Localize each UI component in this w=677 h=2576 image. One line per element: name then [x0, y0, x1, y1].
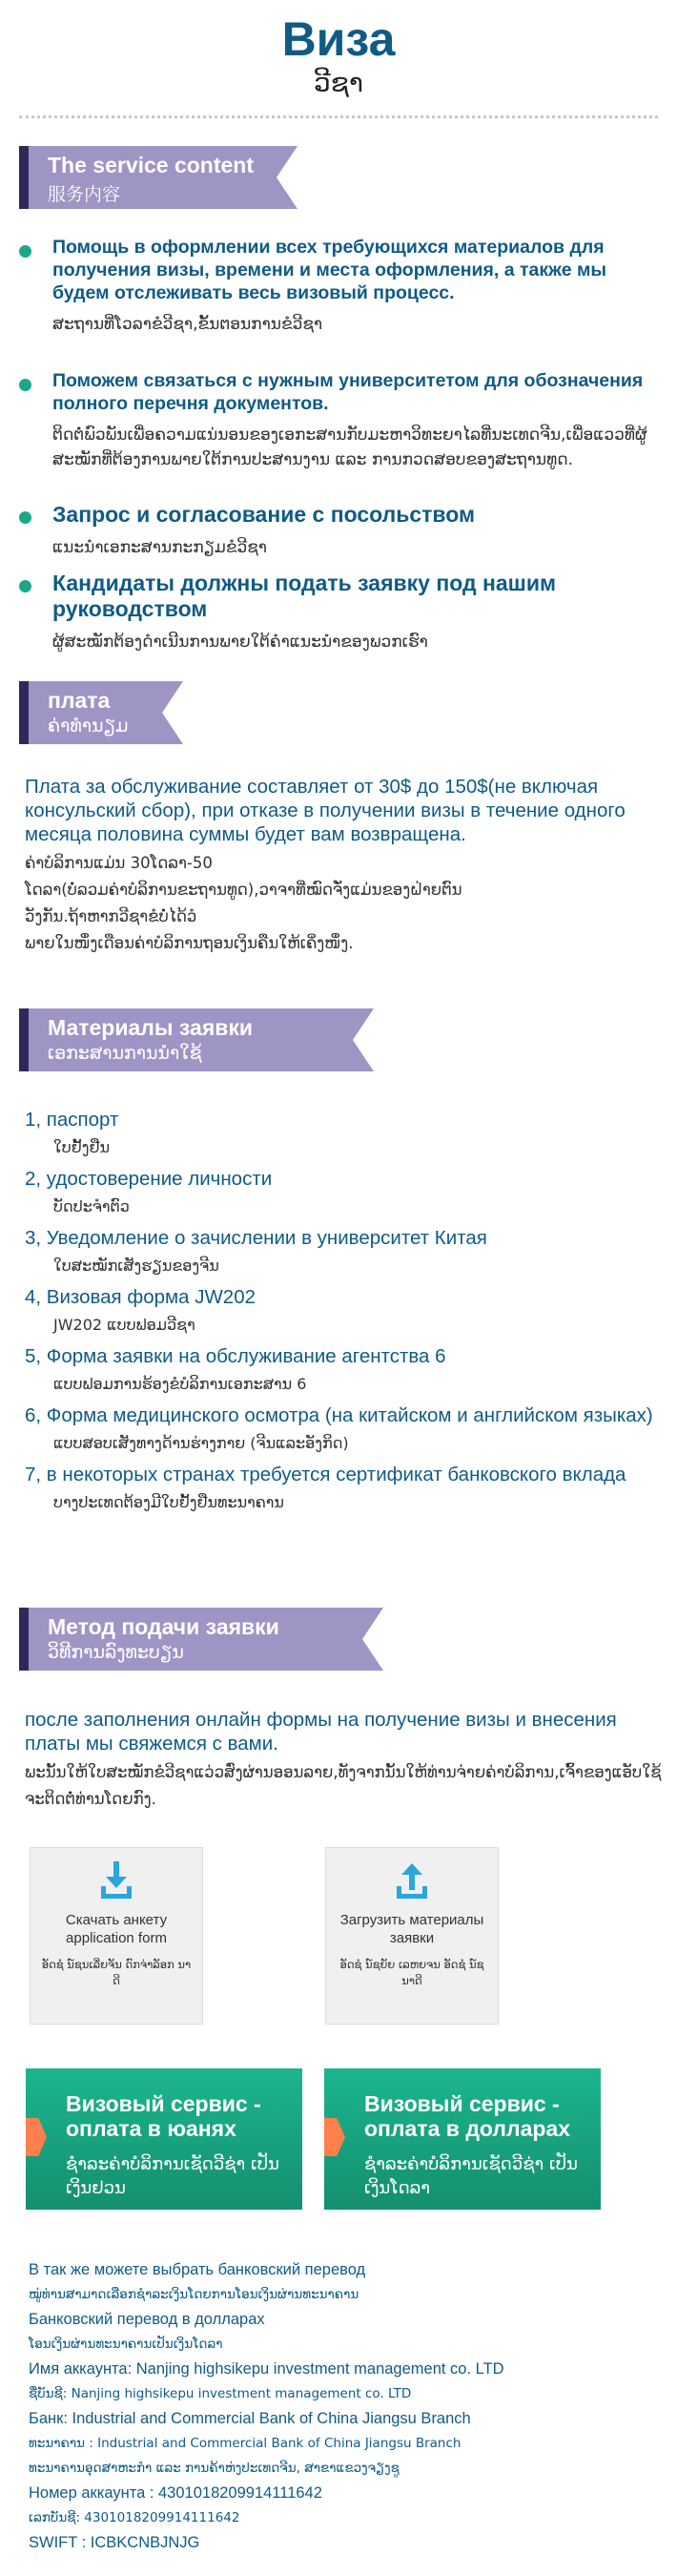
bank-line: ໂອນເງິນຜ່ານທະນາຄານເປັນເງິນໂດລາ: [29, 2337, 223, 2352]
service-item: [19, 502, 667, 560]
upload-label-lo: ອັດຊໍ ນ໌ຊຍັຍ ເລຫຍຈນ ອັດຊໍ ນ໌ຊ ນາດີ: [339, 1958, 484, 1987]
materials-item-ru: 1, паспорт: [25, 1109, 119, 1131]
service-item-ru: Кандидаты должны подать заявку под нашим руководством: [52, 571, 556, 621]
pay-dollar-label-lo: ຊຳລະຄ່າບໍລິການເຊັດວີຊ່າ ເປັນເງິນໂດລາ: [364, 2154, 578, 2198]
materials-item: [25, 1225, 664, 1278]
section-title-lo: ວິທີການລົງທະບຽນ: [48, 1642, 184, 1663]
section-title-ru: Материалы заявки: [48, 1015, 254, 1040]
service-item-lo: ສະຖານທີ່ໂວລາຂໍວີຊາ,ຂັ້ນຕອນການຂໍວີຊາ: [52, 315, 323, 334]
upload-label-ru: Загрузить материалы заявки: [339, 1912, 484, 1946]
bank-line: ທະນາຄານ : Industrial and Commercial Bank of China Jiangsu Branch: [29, 2436, 462, 2451]
section-bar: [19, 1008, 29, 1071]
section-title-cn: 服务内容: [48, 184, 121, 205]
method-text-ru: после заполнения онлайн формы на получение визы и внесения платы мы свяжемся с вами.: [25, 1709, 617, 1755]
section-title-en: The service content: [48, 153, 255, 177]
section-header-method: [19, 1608, 383, 1671]
section-bar: [19, 681, 29, 744]
materials-item: [25, 1284, 664, 1338]
pay-dollar-label-ru: Визовый сервис - оплата в долларах: [364, 2091, 571, 2141]
materials-item-ru: 3, Уведомление о зачислении в университет Китая: [25, 1227, 487, 1249]
section-header-fee: [19, 681, 183, 744]
upload-icon: [393, 1861, 431, 1903]
pay-yuan-label-ru: Визовый сервис - оплата в юанях: [66, 2091, 261, 2141]
materials-item-lo: JW202 ແບບຟອມວີຊາ: [53, 1316, 195, 1334]
download-label-ru: Скачать анкету application form: [65, 1912, 168, 1946]
materials-item-ru: 7, в некоторых странах требуется сертификат банковского вклада: [25, 1464, 626, 1485]
materials-list: [25, 1107, 664, 1521]
method-text-lo: ພະນັ້ນໃຫ້ໃບສະໝັກຂໍວີຊາແວ່ວສົ່ງຜ່ານອອນລາຍ,ທັງຈາກນັ້ນໃຫ້ທ່ານຈ່າຍຄ່າບໍລິການ,ເຈົ້າຂອງແອັບໃຊ້ຈະຕິດຕໍ່ທ່ານໂດຍກົງ.: [25, 1763, 662, 1808]
materials-item-lo: ບັດປະຈຳຕົວ: [53, 1197, 130, 1215]
materials-item: [25, 1166, 664, 1219]
materials-item-lo: ໃບຢັ້ງຢືນ: [53, 1138, 111, 1156]
bank-line: ທະນາຄານອຸດສາຫະກຳ ແລະ ການຄ້າຫ່ງປະເທດຈີນ, ສາຂາແຂວງຈຽງຊູ: [29, 2461, 400, 2476]
fee-lo-line: ພາຍໃນໜຶ່ງເດືອນຄ່າບໍລິການຖອນເງິນຄືນໃຫ້ເຄິ່ງໜຶ່ງ.: [25, 934, 354, 952]
materials-item-ru: 6, Форма медицинского осмотра (на китайском и английском языках): [25, 1404, 653, 1426]
service-item-ru: Поможем связаться с нужным университетом для обозначения полного перечня документов.: [52, 370, 644, 414]
flag-icon: [324, 2118, 345, 2156]
section-title-ru: плата: [48, 688, 111, 713]
section-header-service: [19, 146, 297, 209]
download-form-button[interactable]: [30, 1847, 203, 2025]
upload-materials-button[interactable]: [325, 1847, 499, 2025]
bank-account-number: Номер аккаунта : 4301018209914111642: [29, 2484, 322, 2502]
bank-name: Банк: Industrial and Commercial Bank of China Jiangsu Branch: [29, 2410, 471, 2427]
dotted-divider: [19, 115, 658, 118]
page-title: Виза: [281, 12, 396, 66]
page-subtitle: ວີຊາ: [314, 67, 363, 98]
fee-lo-line: ຄ່າບໍລິການແມ່ນ 30ໂດລາ-50: [25, 854, 213, 872]
pay-yuan-button[interactable]: [26, 2068, 302, 2210]
fee-text-lo: [25, 850, 664, 957]
download-label-lo: ອັດຊໍ ນ໌ຊນເລີ່ຍຈັນ ດົກຈ່າລັອກ ນາດີ: [41, 1958, 192, 1987]
materials-item: [25, 1462, 664, 1515]
section-bar: [19, 146, 29, 209]
pay-yuan-label-lo: ຊຳລະຄ່າບໍລິການເຊັດວີຊ່າ ເປັນເງິນຢວນ: [66, 2154, 279, 2198]
service-item: [19, 236, 667, 337]
bullet-dot-icon: [19, 245, 31, 258]
materials-item-ru: 4, Визовая форма JW202: [25, 1286, 256, 1308]
page-header: [0, 0, 677, 100]
service-item: [19, 571, 667, 654]
bank-line: В так же можете выбрать банковский перевод: [29, 2261, 366, 2278]
section-title-ru: Метод подачи заявки: [48, 1614, 279, 1639]
materials-item: [25, 1402, 664, 1456]
fee-lo-line: ວັງກັນ.ຖ້າຫາກວີຊາຂໍບໍ່ໄດ້ວໍ: [25, 907, 197, 925]
service-item-lo: ແນະນຳເອກະສານກະກຽມຂໍວີຊາ: [52, 538, 267, 557]
service-item-ru: Помощь в оформлении всех требующихся материалов для получения визы, времени и места оформления, а также мы будем отслеживать весь визовый процесс.: [52, 237, 607, 303]
materials-item-lo: ແບບສອບເສັງທາງດ້ານຮ່າງກາຍ (ຈີນແລະອັງກິດ): [53, 1434, 349, 1452]
section-header-materials: [19, 1008, 374, 1071]
bullet-dot-icon: [19, 379, 31, 391]
service-item-lo: ຜູ້ສະໝັກຕ້ອງດຳເນີນການພາຍໃຕ້ຄຳແນະນຳຂອງພວກເຮົາ: [52, 633, 428, 652]
bank-account-name: Имя аккаунта: Nanjing highsikepu investment management co. LTD: [29, 2360, 504, 2378]
service-item-lo: ຕິດຕໍ່ພົວພັນເພື່ອຄວາມແນ່ນອນຂອງເອກະສານກັບມະຫາວິທະຍາໄລທີ່ນະເທດຈີນ,ເພື່ອແວວທີ່ຜູ້ສະໝັກທີ່ຕ້ອງການພາຍໃຕ້ການປະສານງານ ແລະ ການກວດສອບຂອງສະຖານທູດ.: [52, 426, 647, 469]
materials-item-ru: 2, удостоверение личности: [25, 1168, 273, 1190]
flag-icon: [26, 2118, 47, 2156]
fee-text: [25, 775, 664, 957]
bullet-dot-icon: [19, 511, 31, 524]
download-icon: [97, 1861, 135, 1903]
service-item: [19, 369, 667, 472]
fee-text-ru: Плата за обслуживание составляет от 30$ до 150$(не включая консульский сбор), при отказе в получении визы в течение одного месяца половина суммы будет вам возвращена.: [25, 776, 626, 845]
materials-item: [25, 1107, 664, 1160]
method-text: [25, 1708, 664, 1813]
materials-item-lo: ບາງປະເທດຕ້ອງມີໃບຢັ້ງຢືນທະນາຄານ: [53, 1493, 284, 1511]
pay-dollar-button[interactable]: [324, 2068, 601, 2210]
bullet-dot-icon: [19, 580, 31, 592]
materials-item-lo: ແບບຟອມການຮ້ອງຂໍບໍລິການເອກະສານ 6: [53, 1375, 307, 1393]
bank-line: ໝູ່ທ່ານສາມາດເລືອກຊຳລະເງິນໂດຍການໂອນເງິນຜ່ານທະນາຄານ: [29, 2287, 359, 2302]
service-item-ru: Запрос и согласование с посольством: [52, 502, 476, 527]
materials-item-lo: ໃບສະໝັກເສັງຮຽນຂອງຈີນ: [53, 1257, 219, 1275]
bank-line: ເລກບັນຊີ: 4301018209914111642: [29, 2510, 240, 2525]
section-title-lo: ເອກະສານການນຳໃຊ້: [48, 1043, 202, 1064]
section-bar: [19, 1608, 29, 1671]
bank-line: Банковский перевод в долларах: [29, 2311, 265, 2328]
materials-item: [25, 1343, 664, 1397]
bank-line: ຊື່ບັນຊີ: Nanjing highsikepu investment management co. LTD: [29, 2386, 412, 2401]
section-title-lo: ຄ່າທຳນຽມ: [48, 716, 129, 737]
materials-item-ru: 5, Форма заявки на обслуживание агентства 6: [25, 1345, 446, 1367]
bank-swift: SWIFT : ICBKCNBJNJG: [29, 2534, 200, 2551]
fee-lo-line: ໂດລາ(ບໍ່ລວມຄ່າບໍລິການຂະຖານທູດ),ວາຈາທີ່ໝົດຈັ່ງແມ່ນຂອງຝ່າຍຕົນ: [25, 881, 462, 899]
bank-details: [29, 2257, 667, 2555]
